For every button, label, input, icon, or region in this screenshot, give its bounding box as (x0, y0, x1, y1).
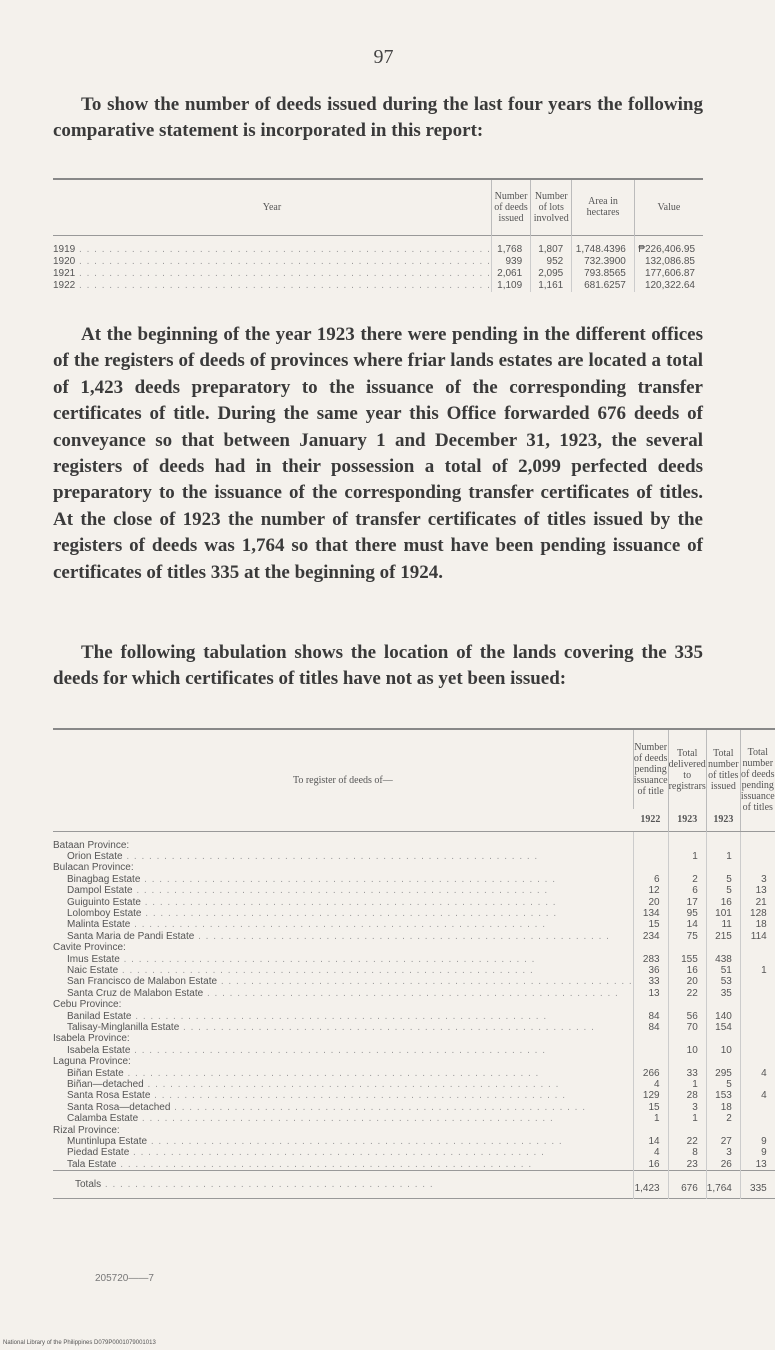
delivered-1923-cell: 1 (668, 1113, 706, 1124)
row-label-cell (53, 1033, 633, 1044)
row-label: Tala Estate (67, 1158, 117, 1170)
row-label: Dampol Estate (67, 885, 133, 897)
issued-1923-cell (706, 1125, 740, 1136)
pending-deeds-paragraph: At the beginning of the year 1923 there were pending in the different offices of the registers of deeds of provinces where friar lands estates are located a total of 1,423 deeds preparatory to the issuance of the corresponding transfer certificates of title. During the same year this Office forwarded 676 deeds of conveyance so that between January 1 and December 31, 1923, the several registers of deeds had in their possession a total of 2,099 perfected deeds preparatory to the issuance of the corresponding transfer certificates of titles. At the close of 1923 the number of transfer certificates of titles issued by the registers of deeds was 1,764 so that there must have been pending issuance of certificates of titles 335 at the beginning of 1924. (53, 324, 703, 583)
row-label: Piedad Estate (67, 1147, 130, 1159)
row-label-cell: Biñan Estate . . . . . . . . . . . . . . . . . . . . . . . . . . . . . . . . . . . . . . . . . . . . . . . . . . . . . . . (67, 1067, 540, 1079)
row-label-cell: Guiguinto Estate . . . . . . . . . . . . . . . . . . . . . . . . . . . . . . . . . . . . . . . . . . . . . . . . . . . . . . . (67, 896, 557, 908)
estate-row (53, 1147, 775, 1158)
row-label: Biñan—detached (67, 1079, 144, 1091)
pending-total-cell (740, 851, 774, 862)
issued-1923-cell (706, 831, 740, 851)
pending-titles-table (53, 728, 775, 1199)
row-label-cell: Santa Rosa Estate . . . . . . . . . . . . . . . . . . . . . . . . . . . . . . . . . . . . . . . . . . . . . . . . . . . . . . . (67, 1090, 567, 1102)
pending-1922-cell (633, 999, 668, 1010)
pending-1922-cell: 13 (633, 988, 668, 999)
delivered-1923-cell: 20 (668, 976, 706, 987)
delivered-1923-cell (668, 862, 706, 873)
issued-1923-cell: 35 (706, 988, 740, 999)
deeds-issued-cell: 1,109 (491, 280, 530, 292)
pending-1922-cell: 84 (633, 1022, 668, 1033)
delivered-1923-cell: 6 (668, 885, 706, 896)
pending-total-cell (740, 831, 774, 851)
issued-1923-cell: 2 (706, 1113, 740, 1124)
year-cell: 1919 . . . . . . . . . . . . . . . . . . . . . . . . . . . . . . . . . . . . . . . . . . . . . . . . . . . . . . . (53, 243, 491, 255)
row-label-cell (53, 1125, 633, 1136)
delivered-1923-cell: 1 (668, 851, 706, 862)
row-label: Malinta Estate (67, 919, 131, 931)
estate-row (53, 1022, 775, 1033)
pending-total-cell: 114 (740, 931, 774, 942)
pending-total-cell: 13 (740, 1159, 774, 1171)
row-label-cell: Tala Estate . . . . . . . . . . . . . . . . . . . . . . . . . . . . . . . . . . . . . . . . . . . . . . . . . . . . . . . (67, 1158, 533, 1170)
pending-total-cell (740, 1045, 774, 1056)
pending-total-cell (740, 862, 774, 873)
table-row (53, 256, 703, 268)
row-label: Imus Estate (67, 953, 120, 965)
issued-1923-cell (706, 862, 740, 873)
deeds-issued-cell: 939 (491, 256, 530, 268)
totals-row: Totals . . . . . . . . . . . . . . . . . . . . . . . . . . . . . . . . . . . . . . . . . . . . 1,423 676 1,764 335 (53, 1171, 775, 1199)
lots-involved-cell: 1,807 (531, 235, 572, 256)
row-label-cell (53, 999, 633, 1010)
deeds-issued-header: Number of deeds issued (491, 179, 530, 235)
estate-row (53, 931, 775, 942)
issued-1923-cell: 295 (706, 1068, 740, 1079)
estate-row (53, 988, 775, 999)
estate-row (53, 1011, 775, 1022)
delivered-1923-cell: 75 (668, 931, 706, 942)
value-cell: ₱226,406.95 (634, 235, 703, 256)
row-label-cell: Santa Rosa—detached . . . . . . . . . . . . . . . . . . . . . . . . . . . . . . . . . . . . . . . . . . . . . . . . . . . . . . . (67, 1101, 587, 1113)
issued-1923-cell: 16 (706, 897, 740, 908)
estate-row (53, 1159, 775, 1171)
issued-1923-cell (706, 1033, 740, 1044)
delivered-1923-cell: 95 (668, 908, 706, 919)
issued-1923-cell: 18 (706, 1102, 740, 1113)
delivered-1923-cell (668, 1033, 706, 1044)
value-header: Value (634, 179, 703, 235)
pending-total-cell: 9 (740, 1136, 774, 1147)
row-label: Binagbag Estate (67, 873, 141, 885)
issued-1923-cell: 154 (706, 1022, 740, 1033)
row-label-cell: Isabela Estate . . . . . . . . . . . . . . . . . . . . . . . . . . . . . . . . . . . . . . . . . . . . . . . . . . . . . . . (67, 1044, 546, 1056)
pending-total-cell (740, 1102, 774, 1113)
pending-1922-cell: 266 (633, 1068, 668, 1079)
row-label-cell: Binagbag Estate . . . . . . . . . . . . . . . . . . . . . . . . . . . . . . . . . . . . . . . . . . . . . . . . . . . . . . . (67, 873, 557, 885)
delivered-1923-cell: 22 (668, 1136, 706, 1147)
print-code: 205720——7 (95, 1273, 154, 1284)
province-row (53, 942, 775, 953)
issued-1923-cell: 5 (706, 885, 740, 896)
row-label-cell: Biñan—detached . . . . . . . . . . . . . . . . . . . . . . . . . . . . . . . . . . . . . . . . . . . . . . . . . . . . . . . (67, 1079, 560, 1091)
year-header: Year (262, 201, 282, 213)
year-label: 1922 (53, 279, 76, 291)
year-cell: 1920 . . . . . . . . . . . . . . . . . . . . . . . . . . . . . . . . . . . . . . . . . . . . . . . . . . . . . . . (53, 255, 491, 267)
row-label: Cebu Province: (53, 999, 122, 1011)
year-1922-label: 1922 (640, 814, 661, 826)
issued-1923-cell: 53 (706, 976, 740, 987)
issued-1923-cell: 140 (706, 1011, 740, 1022)
row-label-cell (53, 862, 633, 873)
issued-1923-cell: 438 (706, 954, 740, 965)
issued-1923-cell (706, 999, 740, 1010)
pending-1922-cell: 16 (633, 1159, 668, 1171)
year-cell: 1922 . . . . . . . . . . . . . . . . . . . . . . . . . . . . . . . . . . . . . . . . . . . . . . . . . . . . . . . (53, 279, 491, 291)
intro-paragraph: To show the number of deeds issued during the last four years the following comparative statement is incorporated in this report: (53, 94, 703, 142)
total-delivered-1923: 676 (668, 1171, 706, 1199)
pending-1922-cell: 4 (633, 1147, 668, 1158)
province-row (53, 862, 775, 873)
row-label: Rizal Province: (53, 1124, 120, 1136)
delivered-1923-cell: 155 (668, 954, 706, 965)
pending-total-cell (740, 1113, 774, 1124)
pending-1922-cell: 33 (633, 976, 668, 987)
pending-1922-cell: 15 (633, 1102, 668, 1113)
pending-1922-cell: 14 (633, 1136, 668, 1147)
pending-titles-body (53, 831, 775, 1171)
pending-total-cell (740, 988, 774, 999)
delivered-1923-cell (668, 942, 706, 953)
estate-row (53, 1045, 775, 1056)
province-row (53, 999, 775, 1010)
pending-1922-cell (633, 1125, 668, 1136)
estate-row (53, 1090, 775, 1101)
row-label: Guiguinto Estate (67, 896, 141, 908)
pending-1922-cell: 234 (633, 931, 668, 942)
delivered-1923-cell: 3 (668, 1102, 706, 1113)
issued-1923-cell: 27 (706, 1136, 740, 1147)
row-label-cell (53, 1056, 633, 1067)
delivered-1923-cell: 1 (668, 1079, 706, 1090)
lots-involved-cell: 1,161 (531, 280, 572, 292)
estate-row (53, 885, 775, 896)
row-label: Cavite Province: (53, 942, 126, 954)
estate-row (53, 897, 775, 908)
row-label: Lolomboy Estate (67, 907, 142, 919)
issued-1923-header: Total number of titles issued (706, 729, 740, 809)
row-label: Santa Rosa Estate (67, 1090, 151, 1102)
delivered-1923-cell: 56 (668, 1011, 706, 1022)
row-label-cell: Imus Estate . . . . . . . . . . . . . . . . . . . . . . . . . . . . . . . . . . . . . . . . . . . . . . . . . . . . . . . (67, 953, 536, 965)
row-label: Laguna Province: (53, 1056, 131, 1068)
row-label-cell: Talisay-Minglanilla Estate . . . . . . . . . . . . . . . . . . . . . . . . . . . . . . . . . . . . . . . . . . . . . . . . . . . . . . . (67, 1022, 595, 1033)
pending-total-cell (740, 976, 774, 987)
estate-row (53, 1136, 775, 1147)
total-pending: 335 (740, 1171, 774, 1199)
pending-1922-cell: 36 (633, 965, 668, 976)
issued-1923-cell: 10 (706, 1045, 740, 1056)
issued-1923-cell: 3 (706, 1147, 740, 1158)
estate-row (53, 1102, 775, 1113)
library-watermark: National Library of the Philippines D079P0001079001013 (3, 1340, 156, 1346)
issued-1923-cell: 215 (706, 931, 740, 942)
row-label-cell: Calamba Estate . . . . . . . . . . . . . . . . . . . . . . . . . . . . . . . . . . . . . . . . . . . . . . . . . . . . . . . (67, 1113, 554, 1125)
year-label: 1919 (53, 243, 76, 255)
pending-total-cell: 1 (740, 965, 774, 976)
value-cell: 120,322.64 (634, 280, 703, 292)
pending-total-cell (740, 942, 774, 953)
table-row (53, 268, 703, 280)
year-label: 1920 (53, 255, 76, 267)
pending-total-cell (740, 1011, 774, 1022)
issued-1923-cell: 26 (706, 1159, 740, 1171)
year-1923-label: 1923 (668, 809, 706, 831)
estate-row (53, 954, 775, 965)
delivered-1923-cell: 8 (668, 1147, 706, 1158)
row-label: Calamba Estate (67, 1113, 139, 1125)
lots-involved-header: Number of lots involved (531, 179, 572, 235)
area-header: Area in hectares (572, 179, 635, 235)
pending-1922-cell (633, 862, 668, 873)
issued-1923-cell: 11 (706, 919, 740, 930)
pending-total-header: Total number of deeds pending issuance of titles (740, 729, 774, 831)
row-label-cell (53, 942, 633, 953)
province-row (53, 1125, 775, 1136)
row-label-cell: Banilad Estate . . . . . . . . . . . . . . . . . . . . . . . . . . . . . . . . . . . . . . . . . . . . . . . . . . . . . . . (67, 1010, 548, 1022)
issued-1923-cell: 101 (706, 908, 740, 919)
delivered-1923-cell: 28 (668, 1090, 706, 1101)
issued-1923-cell (706, 942, 740, 953)
row-label: Naic Estate (67, 964, 119, 976)
pending-total-cell (740, 1125, 774, 1136)
deeds-comparative-table (53, 178, 703, 292)
lots-involved-cell: 952 (531, 256, 572, 268)
delivered-1923-cell: 10 (668, 1045, 706, 1056)
row-label-cell: San Francisco de Malabon Estate . . . . . . . . . . . . . . . . . . . . . . . . . . . . . . . . . . . . . . . . . . . . . . . . . . . . . . . (67, 976, 633, 988)
year-label: 1921 (53, 267, 76, 279)
row-label: Biñan Estate (67, 1067, 124, 1079)
province-row (53, 1033, 775, 1044)
value-cell: 132,086.85 (634, 256, 703, 268)
delivered-1923-cell: 22 (668, 988, 706, 999)
pending-1922-cell: 283 (633, 954, 668, 965)
estate-row (53, 1068, 775, 1079)
row-label: Santa Maria de Pandi Estate (67, 930, 195, 942)
tabulation-intro-paragraph: The following tabulation shows the location of the lands covering the 335 deeds for which certificates of titles have not as yet been issued: (53, 642, 703, 690)
estate-row (53, 908, 775, 919)
issued-1923-cell: 5 (706, 1079, 740, 1090)
issued-1923-cell: 51 (706, 965, 740, 976)
row-label: Orion Estate (67, 850, 123, 862)
area-cell: 732.3900 (572, 256, 635, 268)
pending-total-cell (740, 1079, 774, 1090)
row-label-cell: Dampol Estate . . . . . . . . . . . . . . . . . . . . . . . . . . . . . . . . . . . . . . . . . . . . . . . . . . . . . . . (67, 885, 549, 897)
issued-1923-cell: 153 (706, 1090, 740, 1101)
pending-total-cell: 3 (740, 874, 774, 885)
delivered-1923-cell: 16 (668, 965, 706, 976)
delivered-1923-header: Total delivered to registrars (668, 729, 706, 809)
pending-1922-cell (633, 942, 668, 953)
pending-total-cell: 13 (740, 885, 774, 896)
value-cell: 177,606.87 (634, 268, 703, 280)
totals-label: Totals (75, 1179, 102, 1191)
pending-1922-cell: 84 (633, 1011, 668, 1022)
pending-1922-cell: 15 (633, 919, 668, 930)
row-label-cell: Lolomboy Estate . . . . . . . . . . . . . . . . . . . . . . . . . . . . . . . . . . . . . . . . . . . . . . . . . . . . . . . (67, 907, 558, 919)
pending-total-cell (740, 1056, 774, 1067)
pending-1922-cell: 12 (633, 885, 668, 896)
deeds-comparative-body (53, 235, 703, 292)
pending-1922-cell (633, 1056, 668, 1067)
row-label: Isabela Estate (67, 1044, 131, 1056)
row-label-cell: Orion Estate . . . . . . . . . . . . . . . . . . . . . . . . . . . . . . . . . . . . . . . . . . . . . . . . . . . . . . . (67, 850, 539, 862)
province-row (53, 831, 775, 851)
deeds-issued-cell: 2,061 (491, 268, 530, 280)
area-cell: 1,748.4396 (572, 235, 635, 256)
pending-1922-cell: 134 (633, 908, 668, 919)
estate-row (53, 976, 775, 987)
pending-1922-cell (633, 1033, 668, 1044)
row-label-cell: Malinta Estate . . . . . . . . . . . . . . . . . . . . . . . . . . . . . . . . . . . . . . . . . . . . . . . . . . . . . . . (67, 919, 546, 931)
delivered-1923-cell (668, 1125, 706, 1136)
row-label-cell: Muntinlupa Estate . . . . . . . . . . . . . . . . . . . . . . . . . . . . . . . . . . . . . . . . . . . . . . . . . . . . . . . (67, 1136, 563, 1148)
page-number: 97 (373, 46, 394, 68)
pending-1922-cell: 4 (633, 1079, 668, 1090)
issued-1923-cell (706, 1056, 740, 1067)
pending-1922-cell (633, 831, 668, 851)
delivered-1923-cell (668, 831, 706, 851)
pending-total-cell (740, 954, 774, 965)
total-pending-1922: 1,423 (633, 1171, 668, 1199)
pending-total-cell (740, 999, 774, 1010)
row-label: San Francisco de Malabon Estate (67, 976, 218, 988)
row-label: Banilad Estate (67, 1010, 132, 1022)
delivered-1923-cell: 17 (668, 897, 706, 908)
estate-row (53, 965, 775, 976)
row-label-cell: Piedad Estate . . . . . . . . . . . . . . . . . . . . . . . . . . . . . . . . . . . . . . . . . . . . . . . . . . . . . . . (67, 1147, 545, 1159)
row-label: Bulacan Province: (53, 862, 134, 874)
row-label: Santa Cruz de Malabon Estate (67, 987, 204, 999)
table-row (53, 280, 703, 292)
row-label: Isabela Province: (53, 1033, 130, 1045)
delivered-1923-cell: 70 (668, 1022, 706, 1033)
delivered-1923-cell: 14 (668, 919, 706, 930)
delivered-1923-cell: 2 (668, 874, 706, 885)
lots-involved-cell: 2,095 (531, 268, 572, 280)
row-label-cell: Santa Maria de Pandi Estate . . . . . . . . . . . . . . . . . . . . . . . . . . . . . . . . . . . . . . . . . . . . . . . . . . . . . . . (67, 930, 610, 942)
pending-1922-header: Number of deeds pending issuance of title (633, 729, 668, 809)
estate-row (53, 874, 775, 885)
estate-row (53, 1079, 775, 1090)
pending-total-cell: 4 (740, 1090, 774, 1101)
area-cell: 681.6257 (572, 280, 635, 292)
pending-total-cell: 18 (740, 919, 774, 930)
pending-total-cell (740, 1022, 774, 1033)
row-label: Santa Rosa—detached (67, 1101, 171, 1113)
pending-total-cell: 21 (740, 897, 774, 908)
issued-1923-cell: 1 (706, 851, 740, 862)
table-row (53, 235, 703, 256)
area-cell: 793.8565 (572, 268, 635, 280)
row-label: Bataan Province: (53, 839, 130, 851)
row-label-cell (53, 831, 633, 851)
pending-1922-cell (633, 1045, 668, 1056)
delivered-1923-cell: 33 (668, 1068, 706, 1079)
total-issued-1923: 1,764 (706, 1171, 740, 1199)
row-label: Muntinlupa Estate (67, 1136, 148, 1148)
estate-row (53, 1113, 775, 1124)
pending-total-cell: 128 (740, 908, 774, 919)
year-1923-label-2: 1923 (706, 809, 740, 831)
row-label-cell: Santa Cruz de Malabon Estate . . . . . . . . . . . . . . . . . . . . . . . . . . . . . . . . . . . . . . . . . . . . . . . . . . . . . . . (67, 987, 619, 999)
pending-total-cell: 4 (740, 1068, 774, 1079)
year-cell: 1921 . . . . . . . . . . . . . . . . . . . . . . . . . . . . . . . . . . . . . . . . . . . . . . . . . . . . . . . (53, 267, 491, 279)
pending-1922-cell: 6 (633, 874, 668, 885)
register-header: To register of deeds of— (53, 729, 633, 831)
pending-total-cell: 9 (740, 1147, 774, 1158)
delivered-1923-cell: 23 (668, 1159, 706, 1171)
pending-total-cell (740, 1033, 774, 1044)
deeds-issued-cell: 1,768 (491, 235, 530, 256)
delivered-1923-cell (668, 999, 706, 1010)
pending-1922-cell: 129 (633, 1090, 668, 1101)
issued-1923-cell: 5 (706, 874, 740, 885)
estate-row (53, 919, 775, 930)
delivered-1923-cell (668, 1056, 706, 1067)
pending-1922-cell: 1 (633, 1113, 668, 1124)
estate-row (53, 851, 775, 862)
pending-1922-cell: 20 (633, 897, 668, 908)
row-label-cell: Naic Estate . . . . . . . . . . . . . . . . . . . . . . . . . . . . . . . . . . . . . . . . . . . . . . . . . . . . . . . (67, 964, 534, 976)
pending-1922-cell (633, 851, 668, 862)
row-label: Talisay-Minglanilla Estate (67, 1022, 180, 1033)
province-row (53, 1056, 775, 1067)
